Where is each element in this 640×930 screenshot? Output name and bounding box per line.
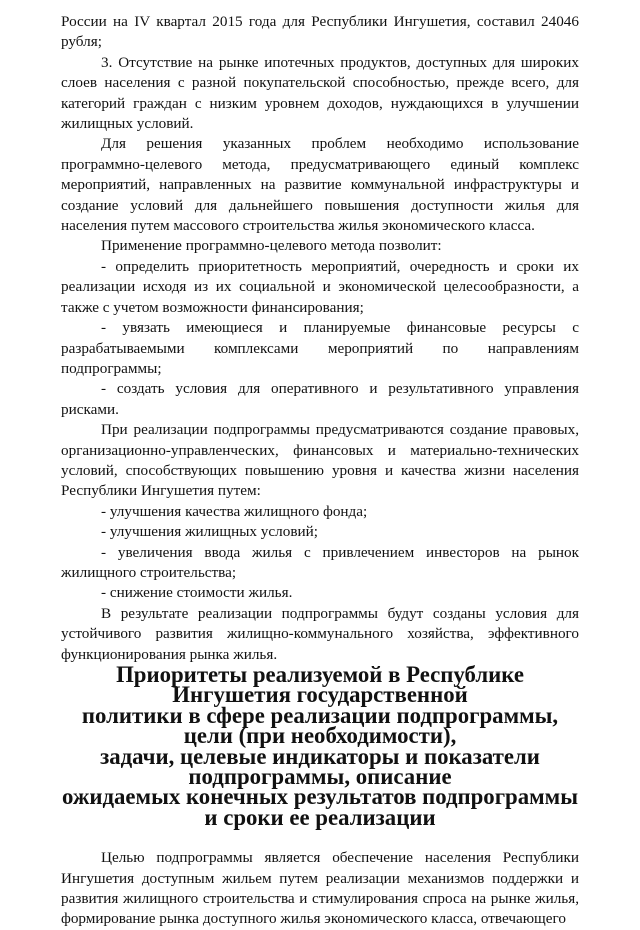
paragraph: Целью подпрограммы является обеспечение населения Республики Ингушетия доступным жильем путем реализации механизмов поддержки и развития жилищного строительства и стимулирования спроса на рынке жилья, формирование рынка доступного жилья экономического класса, отвечающего	[61, 849, 579, 928]
list-item: - определить приоритетность мероприятий, очередность и сроки их реализации исходя из их социальной и экономической целесообразности, а также с учетом возможности финансирования;	[61, 257, 579, 316]
section-heading	[61, 662, 579, 830]
paragraph: 3. Отсутствие на рынке ипотечных продуктов, доступных для широких слоев населения с разной покупательской способностью, прежде всего, для категорий граждан с низким уровнем доходов, нуждающихся в улучшении жилищных условий.	[61, 53, 579, 133]
heading-line: политики в сфере реализации подпрограммы, цели (при необходимости),	[81, 702, 559, 749]
list-item: - улучшения жилищных условий;	[101, 523, 318, 541]
paragraph: При реализации подпрограммы предусматриваются создание правовых, организационно-управленческих, финансовых и материально-технических условий, способствующих повышению уровня и качества жизни населения Республики Ингушетия путем:	[61, 421, 579, 500]
spacer	[61, 828, 579, 848]
list-item: - снижение стоимости жилья.	[101, 584, 293, 602]
paragraph: России на IV квартал 2015 года для Республики Ингушетия, составил 24046 рубля;	[61, 13, 579, 51]
document-page	[61, 12, 579, 930]
heading-line: Приоритеты реализуемой в Республике Ингушетия государственной	[116, 662, 524, 708]
list-item: - увязать имеющиеся и планируемые финансовые ресурсы с разрабатываемыми комплексами мероприятий по направлениям подпрограммы;	[61, 319, 579, 377]
paragraph: В результате реализации подпрограммы будут созданы условия для устойчивого развития жилищно-коммунального хозяйства, эффективного функционирования рынка жилья.	[61, 604, 579, 663]
list-item: - увеличения ввода жилья с привлечением инвесторов на рынок жилищного строительства;	[61, 543, 579, 581]
list-item: - создать условия для оперативного и результативного управления рисками.	[61, 380, 579, 418]
heading-line: задачи, целевые индикаторы и показатели подпрограммы, описание	[100, 743, 540, 790]
paragraph: Для решения указанных проблем необходимо использование программно-целевого метода, предусматривающего единый комплекс мероприятий, направленных на развитие коммунальной инфраструктуры и создание условий для дальнейшего повышения доступности жилья для населения путем массового строительства жилья экономического класса.	[61, 135, 579, 235]
list-item: - улучшения качества жилищного фонда;	[101, 502, 368, 520]
heading-line: ожидаемых конечных результатов подпрограммы и сроки ее реализации	[62, 784, 578, 830]
paragraph: Применение программно-целевого метода позволит:	[101, 237, 442, 255]
